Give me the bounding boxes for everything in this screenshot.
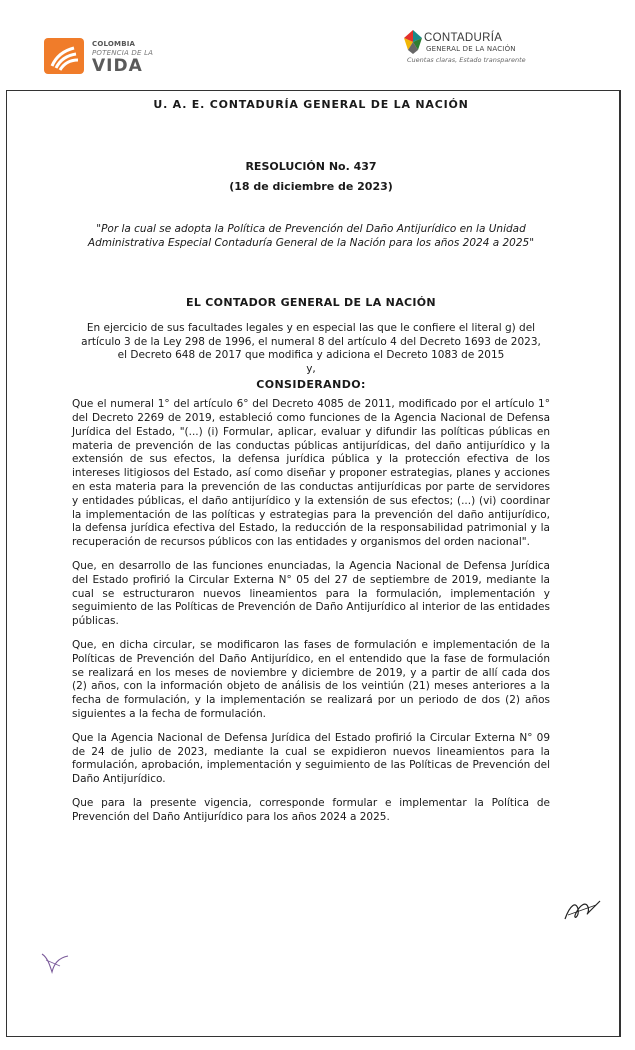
considerando-paragraph: Que, en dicha circular, se modificaron las fases de formulación e implementación de la Políticas de Prevención del Daño Antijurídico, en el entendido que la fase de formulación se realizará en los meses de noviembre y diciembre de 2019, y a partir de allí cada dos (2) años, con la información objeto de análisis de los veintiún (21) meses anteriores a la fecha de formulación, y la implementación se realizará por un periodo de dos (2) años siguientes a la fecha de formulación. — [72, 639, 550, 721]
logo-left-line2: POTENCIA DE LA — [92, 49, 154, 57]
logo-left-line1: COLOMBIA — [92, 40, 136, 48]
considerando-paragraph: Que el numeral 1° del artículo 6° del Decreto 4085 de 2011, modificado por el artículo 1° del Decreto 2269 de 2019, estableció como funciones de la Agencia Nacional de Defensa Jurídica del Estado, "(...) (i) Formular, aplicar, evaluar y difundir las políticas públicas en materia de prevención de las conductas públicas antijurídicas, del daño antijurídico y la extensión de sus efectos, la defensa jurídica pública y la protección efectiva de los intereses litigiosos del Estado, así como diseñar y proponer estrategias, planes y acciones en esta materia para la prevención de las conductas antijurídicas por parte de servidores y entidades públicas, el daño antijurídico y la extensión de sus efectos; (...) (vi) coordinar la implementación de las políticas y estrategias para la prevención del daño antijurídico, la defensa jurídica efectiva del Estado, la reducción de la responsabilidad patrimonial y la recuperación de recursos públicos con las entidades y organismos del orden nacional". — [72, 398, 550, 549]
logo-right-line3: Cuentas claras, Estado transparente — [407, 56, 526, 64]
handwritten-initials-icon — [562, 895, 602, 925]
letterhead — [0, 0, 635, 90]
entity-heading: U. A. E. CONTADURÍA GENERAL DE LA NACIÓN — [153, 98, 469, 111]
resolution-date: (18 de diciembre de 2023) — [229, 179, 393, 193]
considerando-paragraph: Que para la presente vigencia, corresponde formular e implementar la Política de Prevención del Daño Antijurídico para los años 2024 a 2025. — [72, 797, 550, 823]
orange-wave-icon — [44, 38, 84, 74]
resolution-body — [72, 98, 550, 825]
resolution-subject: "Por la cual se adopta la Política de Prevención del Daño Antijurídico en la Unidad Administrativa Especial Contaduría General de la Nación para los años 2024 a 2025" — [87, 223, 535, 249]
signer-title: EL CONTADOR GENERAL DE LA NACIÓN — [186, 296, 436, 310]
intro-end: y, — [306, 362, 316, 375]
considerando-paragraph: Que la Agencia Nacional de Defensa Jurídica del Estado profirió la Circular Externa N° 09 de 24 de julio de 2023, mediante la cual se expidieron nuevos lineamientos para la formulación, aprobación, implementación y seguimiento de las Políticas de Prevención del Daño Antijurídico. — [72, 731, 550, 786]
handwritten-mark-icon — [40, 950, 70, 974]
logo-right-line1: CONTADURÍA — [424, 32, 503, 44]
colombia-potencia-de-la-vida-logo — [44, 36, 154, 76]
resolution-number: RESOLUCIÓN No. 437 — [245, 159, 377, 173]
logo-right-line2: GENERAL DE LA NACIÓN — [426, 45, 516, 53]
considerando-heading: CONSIDERANDO: — [256, 378, 366, 392]
contaduria-logo — [404, 28, 534, 72]
contaduria-emblem-icon — [404, 30, 422, 54]
logo-left-line3: VIDA — [92, 56, 143, 76]
considerando-paragraph: Que, en desarrollo de las funciones enunciadas, la Agencia Nacional de Defensa Jurídica del Estado profirió la Circular Externa N° 05 del 27 de septiembre de 2019, mediante la cual se estructuraron nuevos lineamientos para la formulación, implementación y seguimiento de las Políticas de Prevención de Daño Antijurídico al interior de las entidades públicas. — [72, 560, 550, 628]
intro-paragraph: En ejercicio de sus facultades legales y en especial las que le confiere el literal g) del artículo 3 de la Ley 298 de 1996, el numeral 8 del artículo 4 del Decreto 1693 de 2023, el Decreto 648 de 2017 que modifica y adiciona el Decreto 1083 de 2015 — [81, 322, 541, 362]
